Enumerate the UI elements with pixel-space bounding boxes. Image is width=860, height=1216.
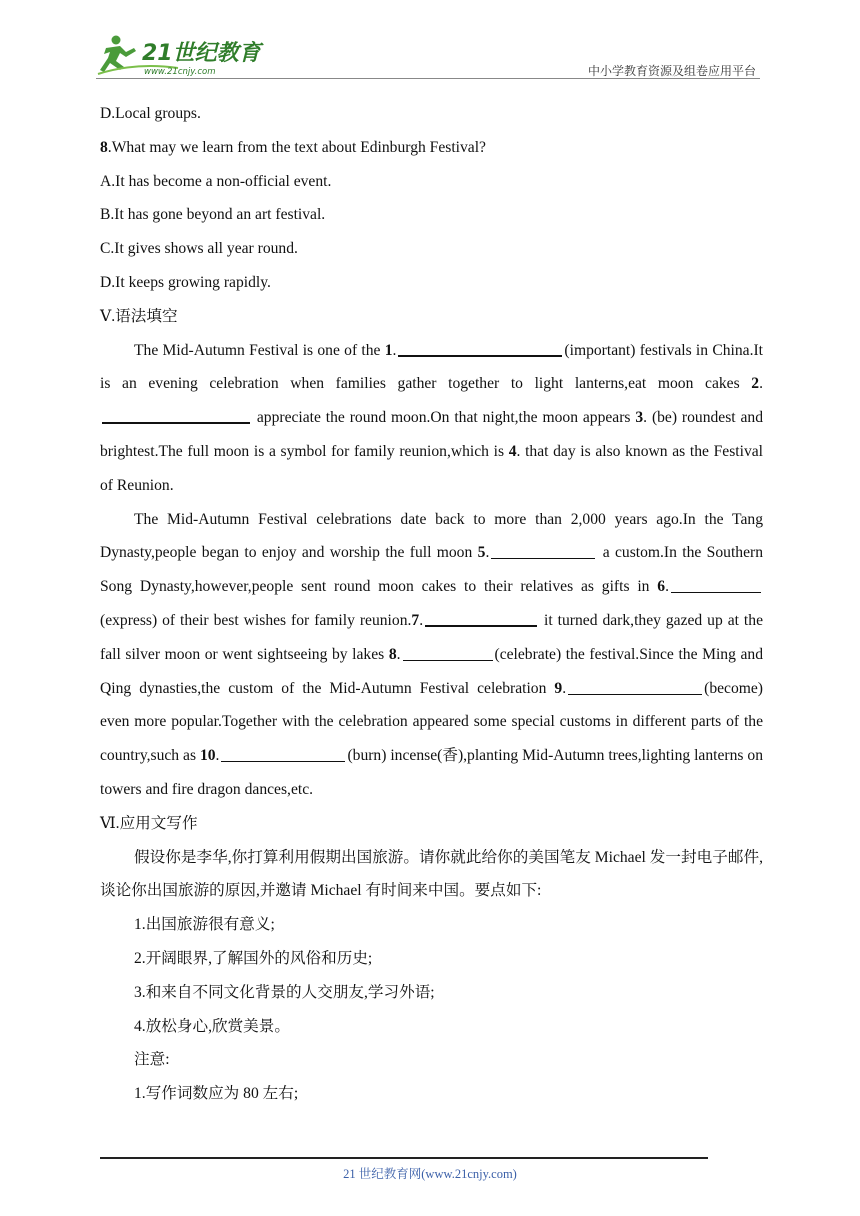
blank-number-6: 6	[657, 578, 666, 596]
page-footer: 21 世纪教育网(www.21cnjy.com)	[343, 1167, 517, 1181]
q8-stem	[100, 131, 763, 165]
logo-url: www.21cnjy.com	[144, 67, 216, 77]
answer-blank-5[interactable]	[491, 543, 595, 560]
section6-title: Ⅵ.应用文写作	[100, 814, 198, 832]
answer-blank-10[interactable]	[221, 746, 345, 763]
blank-number-10: 10	[199, 747, 216, 765]
logo-text: 21世纪教育	[142, 41, 261, 66]
answer-blank-8[interactable]	[403, 644, 493, 661]
note-title: 注意:	[134, 1051, 170, 1069]
point-1: 1.出国旅游很有意义;	[134, 916, 275, 934]
section5-paragraph-2: The Mid-Autumn Festival celebrations date back to more than 2,000 years ago.In the Tang Dynasty,people began to enjoy and worship the full moon 5. a custom.In the Southern Song Dynasty,however,people sent round moon cakes to their relatives as gifts in 6.(express) of their best wishes for family reunion.7. it turned dark,they gazed up at the fall silver moon or went sightseeing by lakes 8. (celebrate) the festival.Since the Ming and Qing dynasties,the custom of the Mid-Autumn Festival celebration 9. (become) even more popular.Together with the celebration appeared some special customs in different parts of the country,such as 10. (burn) incense(香),planting Mid-Autumn trees,lighting lanterns on towers and fire dragon dances,etc.	[100, 510, 763, 798]
q8-option-c: C.It gives shows all year round.	[100, 240, 298, 258]
blank-number-5: 5	[477, 544, 486, 562]
header-divider	[96, 78, 760, 79]
blank-number-4: 4	[508, 442, 517, 460]
section5-title: Ⅴ.语法填空	[100, 307, 178, 325]
q8-option-d: D.It keeps growing rapidly.	[100, 273, 271, 291]
q8-option-b: B.It has gone beyond an art festival.	[100, 206, 326, 224]
q7-option-d: D.Local groups.	[100, 105, 201, 122]
blank-number-2: 2	[751, 375, 760, 393]
footer-divider	[100, 1157, 708, 1159]
answer-blank-9[interactable]	[568, 678, 702, 695]
p2-text-3: (express) of their best wishes for family reunion.	[100, 611, 412, 629]
answer-blank-1[interactable]	[398, 339, 562, 357]
q8-option-a: A.It has become a non-official event.	[100, 172, 332, 190]
header-right-text: 中小学教育资源及组卷应用平台	[587, 64, 756, 78]
blank-number-1: 1	[384, 341, 393, 359]
point-3: 3.和来自不同文化背景的人交朋友,学习外语;	[134, 983, 435, 1001]
page-header	[96, 30, 760, 78]
p2-text-5: (celebrate) the festival.Since the Ming and Qing dynasties,the custom of the Mid-Autumn Festival celebration	[100, 645, 763, 697]
p1-text-1: The Mid-Autumn Festival is one of the	[134, 341, 385, 359]
p2-text-4: it turned dark,they gazed up at the fall silver moon or went sightseeing by lakes	[100, 611, 763, 663]
answer-blank-6[interactable]	[671, 577, 761, 594]
point-2: 2.开阔眼界,了解国外的风俗和历史;	[134, 949, 373, 967]
section6-prompt: 假设你是李华,你打算利用假期出国旅游。请你就此给你的美国笔友 Michael 发一封电子邮件,谈论你出国旅游的原因,并邀请 Michael 有时间来中国。要点如下:	[100, 848, 763, 900]
note-1: 1.写作词数应为 80 左右;	[134, 1085, 299, 1103]
point-4: 4.放松身心,欣赏美景。	[134, 1017, 290, 1035]
q8-number: 8	[100, 138, 108, 156]
answer-blank-2[interactable]	[102, 407, 250, 425]
blank-number-7: 7	[411, 611, 420, 629]
p2-text-1: The Mid-Autumn Festival celebrations date back to more than 2,000 years ago.In the Tang Dynasty,people began to enjoy and worship the full moon	[100, 510, 763, 562]
blank-number-9: 9	[554, 679, 563, 697]
blank-number-3: 3	[635, 409, 644, 427]
p1-text-2: (important) festivals in China.It is an evening celebration when families gather together to light lanterns,eat moon cakes	[100, 341, 763, 393]
document-body	[100, 97, 763, 1111]
p2-text-2: a custom.In the Southern Song Dynasty,however,people sent round moon cakes to their relatives as gifts in	[100, 544, 763, 596]
q8-stem-text: .What may we learn from the text about Edinburgh Festival?	[107, 138, 486, 156]
p1-text-5: that day is also known as the Festival of Reunion.	[100, 442, 763, 494]
p2-text-6: (become) even more popular.Together with the celebration appeared some special customs in different parts of the country,such as	[100, 679, 763, 765]
p1-text-3: appreciate the round moon.On that night,the moon appears	[252, 409, 636, 427]
answer-blank-7[interactable]	[425, 609, 537, 627]
p1-text-4: (be) roundest and brightest.The full moon is a symbol for family reunion,which is	[100, 409, 764, 460]
p2-text-7: (burn) incense(香),planting Mid-Autumn trees,lighting lanterns on towers and fire dragon dances,etc.	[100, 747, 763, 798]
site-logo	[96, 32, 266, 78]
section5-paragraph-1: The Mid-Autumn Festival is one of the 1. (important) festivals in China.It is an evening celebration when families gather together to light lanterns,eat moon cakes 2. appreciate the round moon.On that night,the moon appears 3. (be) roundest and brightest.The full moon is a symbol for family reunion,which is 4. that day is also known as the Festival of Reunion.	[100, 334, 763, 503]
blank-number-8: 8	[388, 645, 397, 663]
